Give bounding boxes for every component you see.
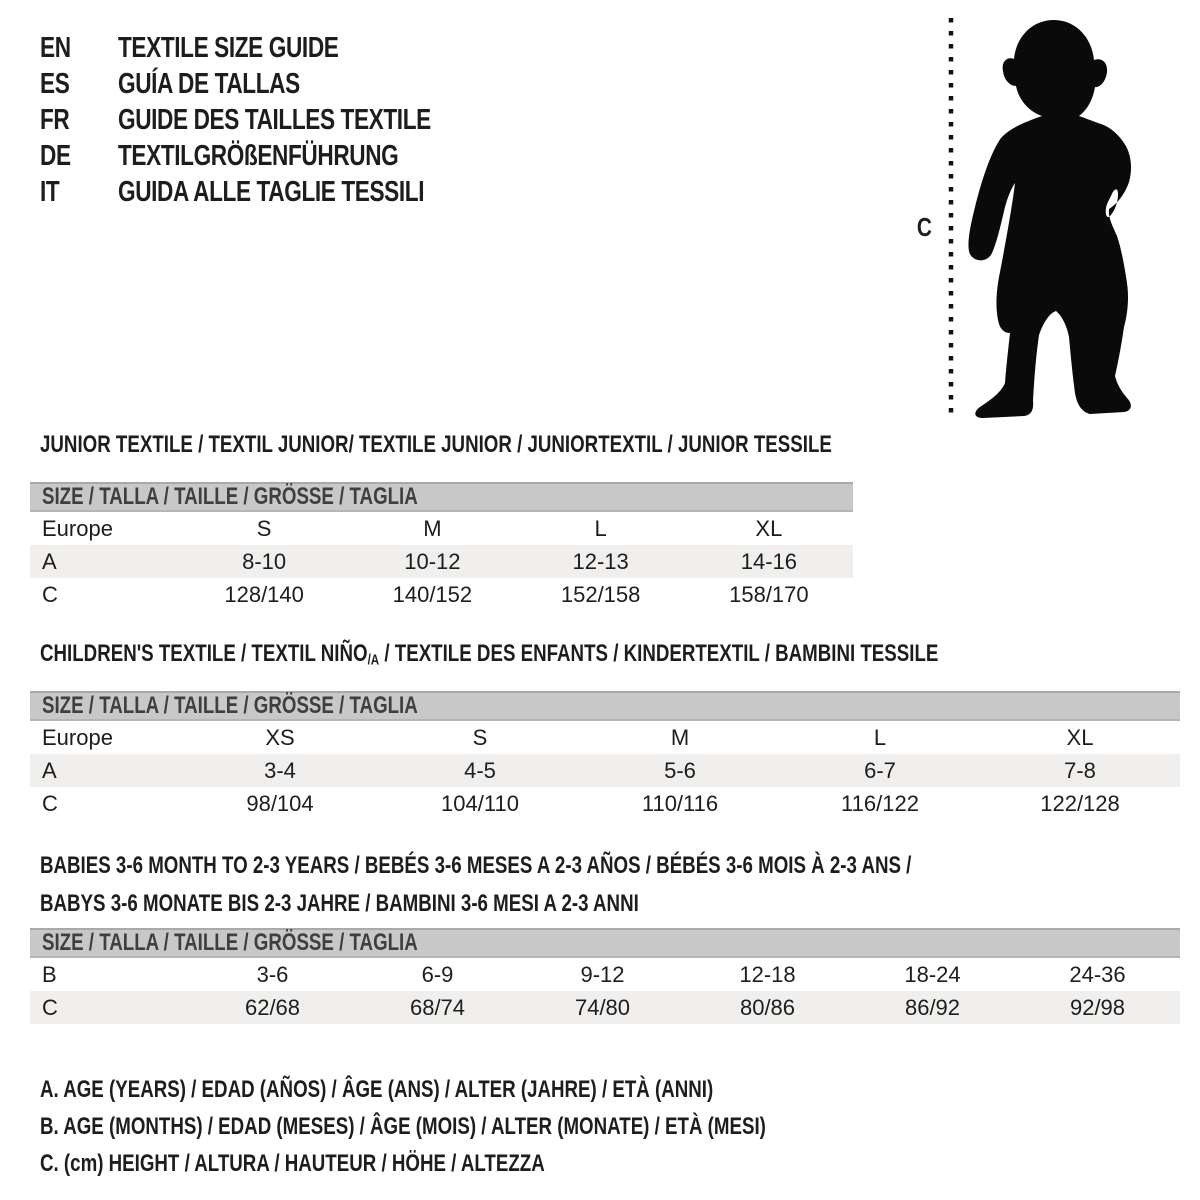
height-cell: 62/68	[244, 994, 301, 1020]
age-cell: 24-36	[1069, 961, 1126, 987]
row-label: Europe	[42, 724, 113, 750]
lang-title: GUIDE DES TAILLES TEXTILE	[118, 103, 431, 136]
height-cell: 116/122	[841, 790, 919, 816]
table-row	[30, 545, 853, 578]
age-cell: 9-12	[580, 961, 625, 987]
row-label: C	[42, 581, 58, 607]
age-cell: 3-6	[256, 961, 289, 987]
height-cell: 158/170	[729, 581, 809, 607]
lang-code: IT	[40, 175, 60, 208]
height-cell: 68/74	[409, 994, 466, 1020]
lang-title: TEXTILE SIZE GUIDE	[118, 31, 339, 64]
table-row	[30, 787, 1180, 820]
age-cell: 6-9	[421, 961, 454, 987]
table-row	[30, 721, 1180, 754]
junior-size-table	[30, 482, 853, 611]
legend	[40, 1071, 971, 1182]
height-cell: 104/110	[441, 790, 519, 816]
lang-title: GUIDA ALLE TAGLIE TESSILI	[118, 175, 425, 208]
figure-measure-label: C	[916, 212, 932, 242]
row-label: Europe	[42, 515, 113, 541]
babies-size-header-bar: SIZE / TALLA / TAILLE / GRÖSSE / TAGLIA	[30, 928, 1180, 958]
height-cell: 110/116	[641, 790, 719, 816]
legend-line-c: C. (cm) HEIGHT / ALTURA / HAUTEUR / HÖHE / ALTEZZA	[40, 1149, 545, 1177]
age-cell: 7-8	[1064, 757, 1096, 783]
height-cell: 74/80	[574, 994, 631, 1020]
legend-line-b: B. AGE (MONTHS) / EDAD (MESES) / ÂGE (MOIS) / ALTER (MONATE) / ETÀ (MESI)	[40, 1112, 766, 1140]
lang-code: FR	[40, 103, 70, 136]
row-label: A	[42, 548, 57, 574]
lang-row-it	[40, 174, 519, 210]
lang-title: TEXTILGRÖßENFÜHRUNG	[118, 139, 399, 172]
age-cell: 5-6	[664, 757, 696, 783]
table-row	[30, 578, 853, 611]
size-cell: L	[873, 724, 887, 750]
age-cell: 3-4	[264, 757, 296, 783]
lang-code: DE	[40, 139, 71, 172]
size-cell: M	[670, 724, 690, 750]
height-cell: 122/128	[1040, 790, 1120, 816]
size-cell: L	[594, 515, 607, 541]
height-cell: 140/152	[392, 581, 473, 607]
age-cell: 10-12	[404, 548, 461, 574]
babies-section-title-line1: BABIES 3-6 MONTH TO 2-3 YEARS / BEBÉS 3-6 MESES A 2-3 AÑOS / BÉBÉS 3-6 MOIS À 2-3 ANS /	[40, 852, 912, 879]
lang-row-fr	[40, 102, 519, 138]
size-cell: M	[423, 515, 442, 541]
lang-row-de	[40, 138, 519, 174]
figure-toddler	[880, 0, 1200, 430]
children-size-table	[30, 691, 1180, 820]
age-cell: 14-16	[740, 548, 798, 574]
lang-code: EN	[40, 31, 71, 64]
language-header	[40, 30, 519, 210]
title-subscript: /A	[367, 652, 380, 669]
legend-line-a: A. AGE (YEARS) / EDAD (AÑOS) / ÂGE (ANS) / ALTER (JAHRE) / ETÀ (ANNI)	[40, 1075, 714, 1103]
table-row	[30, 754, 1180, 787]
baby-silhouette	[968, 20, 1131, 418]
lang-title: GUÍA DE TALLAS	[118, 67, 300, 100]
height-cell: 98/104	[246, 790, 314, 816]
row-label: A	[42, 757, 57, 783]
row-label: C	[42, 790, 58, 816]
size-cell: XL	[1066, 724, 1094, 750]
age-cell: 4-5	[464, 757, 496, 783]
height-cell: 80/86	[739, 994, 796, 1020]
age-cell: 12-13	[572, 548, 629, 574]
lang-row-es	[40, 66, 519, 102]
height-cell: 92/98	[1069, 994, 1126, 1020]
row-label: B	[42, 961, 57, 987]
age-cell: 8-10	[242, 548, 287, 574]
row-label: C	[42, 994, 58, 1020]
lang-code: ES	[40, 67, 70, 100]
children-section-title: CHILDREN'S TEXTILE / TEXTIL NIÑO/A / TEXTILE DES ENFANTS / KINDERTEXTIL / BAMBINI TESSILE	[40, 640, 939, 669]
height-cell: 128/140	[224, 581, 304, 607]
height-cell: 152/158	[560, 581, 641, 607]
babies-section-title-line2: BABYS 3-6 MONATE BIS 2-3 JAHRE / BAMBINI 3-6 MESI A 2-3 ANNI	[40, 890, 639, 917]
size-cell: S	[472, 724, 488, 750]
table-row	[30, 958, 1180, 991]
table-row	[30, 512, 853, 545]
babies-size-table	[30, 928, 1180, 1024]
size-cell: XL	[755, 515, 783, 541]
children-size-header-bar: SIZE / TALLA / TAILLE / GRÖSSE / TAGLIA	[30, 691, 1180, 721]
height-cell: 86/92	[904, 994, 961, 1020]
age-cell: 12-18	[739, 961, 796, 987]
junior-size-header-bar: SIZE / TALLA / TAILLE / GRÖSSE / TAGLIA	[30, 482, 853, 512]
size-cell: XS	[265, 724, 295, 750]
age-cell: 18-24	[904, 961, 961, 987]
size-cell: S	[256, 515, 272, 541]
table-row	[30, 991, 1180, 1024]
age-cell: 6-7	[864, 757, 896, 783]
lang-row-en	[40, 30, 519, 66]
junior-section-title: JUNIOR TEXTILE / TEXTIL JUNIOR/ TEXTILE JUNIOR / JUNIORTEXTIL / JUNIOR TESSILE	[40, 431, 832, 458]
